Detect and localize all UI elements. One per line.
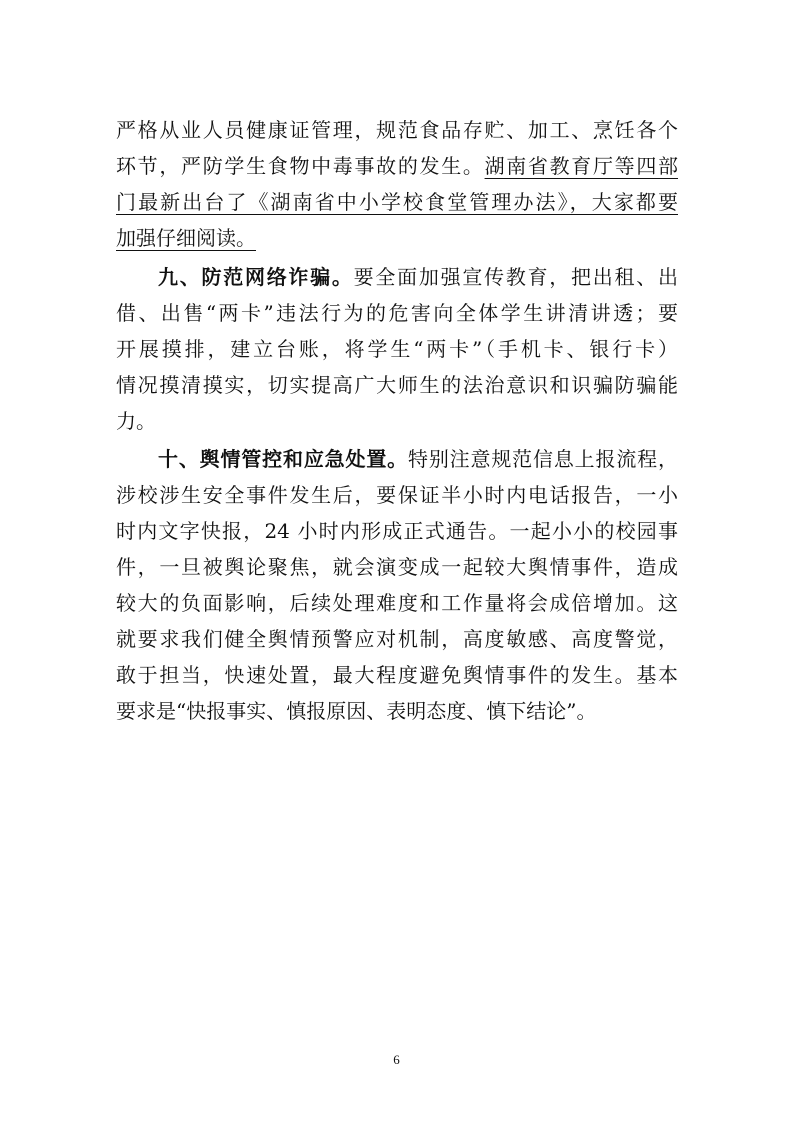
text-span: 严格从业人员健康证管理，规范食品存贮、加工、烹饪各个 (116, 118, 678, 142)
underlined-notice-text: 加强仔细阅读。 (116, 226, 256, 250)
section-10-heading: 十、舆情管控和应急处置。 (158, 447, 408, 471)
paragraph-line (116, 513, 678, 549)
text-span: 力。 (116, 408, 156, 433)
paragraph-line (116, 585, 678, 621)
text-span: 时内文字快报，24 小时内形成正式通告。一起小小的校园事 (116, 519, 678, 543)
section-9-first-line (116, 259, 678, 295)
paragraph-line (116, 403, 678, 439)
paragraph-line (116, 621, 678, 657)
paragraph-line (116, 112, 678, 148)
section-9-heading: 九、防范网络诈骗。 (158, 264, 354, 289)
text-span: 开展摸排，建立台账，将学生“两卡”（手机卡、银行卡） (116, 336, 678, 361)
text-span: 环节，严防学生食物中毒事故的发生。 (116, 154, 485, 178)
document-body (116, 112, 678, 729)
paragraph-line (116, 693, 678, 729)
text-span: 要求是“快报事实、慎报原因、表明态度、慎下结论”。 (116, 699, 597, 723)
text-span: 就要求我们健全舆情预警应对机制，高度敏感、高度警觉， (116, 627, 678, 651)
text-span: 较大的负面影响，后续处理难度和工作量将会成倍增加。这 (116, 591, 678, 615)
paragraph-line (116, 657, 678, 693)
text-span: 借、出售“两卡”违法行为的危害向全体学生讲清讲透；要 (116, 300, 678, 325)
text-span: 特别注意规范信息上报流程， (408, 447, 678, 471)
paragraph-line (116, 220, 678, 256)
text-span: 涉校涉生安全事件发生后，要保证半小时内电话报告，一小 (116, 483, 678, 507)
page-number: 6 (393, 1052, 400, 1067)
underlined-notice-text: 湖南省教育厅等四部 (484, 154, 679, 178)
section-10-first-line (116, 441, 678, 477)
text-span: 敢于担当，快速处置，最大程度避免舆情事件的发生。基本 (116, 663, 678, 687)
paragraph-line (116, 148, 678, 184)
text-span: 要全面加强宣传教育，把出租、出 (353, 264, 679, 289)
paragraph-line (116, 331, 678, 367)
underlined-notice-text: 门最新出台了《湖南省中小学校食堂管理办法》，大家都要 (116, 190, 678, 214)
paragraph-line (116, 367, 678, 403)
text-span: 件，一旦被舆论聚焦，就会演变成一起较大舆情事件，造成 (116, 555, 678, 579)
paragraph-line (116, 295, 678, 331)
text-span: 情况摸清摸实，切实提高广大师生的法治意识和识骗防骗能 (116, 372, 678, 397)
paragraph-line (116, 549, 678, 585)
paragraph-line (116, 184, 678, 220)
paragraph-line (116, 477, 678, 513)
